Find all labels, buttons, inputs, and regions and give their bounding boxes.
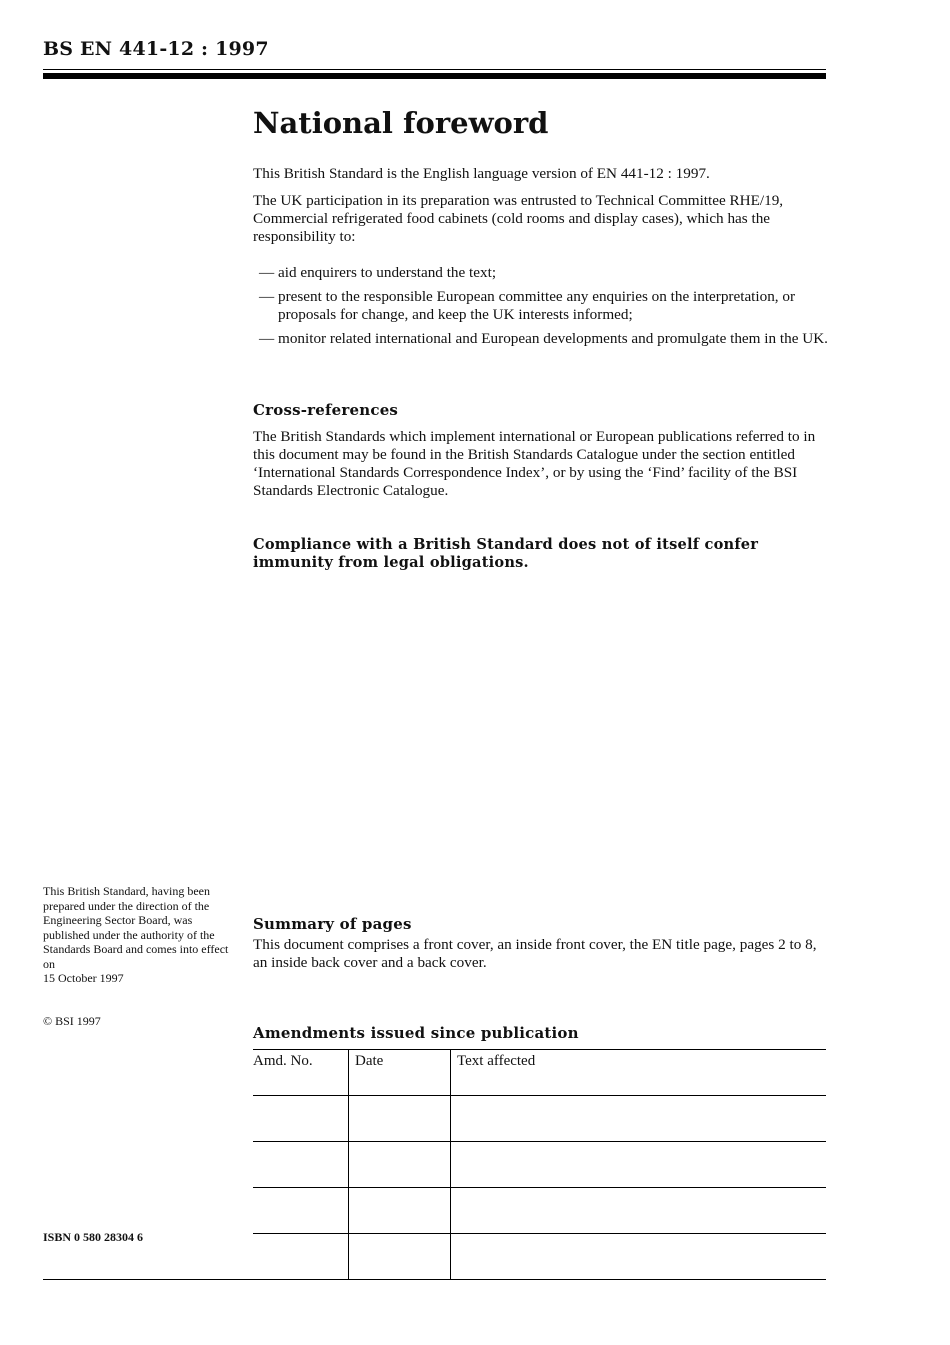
page-title: National foreword bbox=[253, 106, 549, 140]
footer-rule bbox=[43, 1279, 826, 1280]
dash-glyph: — bbox=[259, 330, 275, 347]
table-cell bbox=[451, 1234, 827, 1280]
column-header-text-affected: Text affected bbox=[451, 1050, 827, 1096]
dash-glyph: — bbox=[259, 288, 275, 305]
table-cell bbox=[349, 1142, 451, 1188]
cross-references-heading: Cross-references bbox=[253, 401, 399, 419]
document-code: BS EN 441-12 : 1997 bbox=[43, 38, 269, 60]
table-cell bbox=[451, 1142, 827, 1188]
cross-references-text: The British Standards which implement international or European publications referred to in this document may be found in the British Standards Catalogue under the section entitled ‘International Standards Correspondence Index’, or by using the ‘Find’ facility of the BSI Standards Electronic Catalogue. bbox=[253, 428, 816, 499]
table-row bbox=[253, 1188, 826, 1234]
responsibility-list bbox=[259, 264, 829, 354]
list-item: — monitor related international and European developments and promulgate them in the UK. bbox=[259, 330, 828, 347]
effective-date: 15 October 1997 bbox=[43, 971, 124, 985]
header-rule-thin bbox=[43, 69, 826, 70]
table-row bbox=[253, 1234, 826, 1280]
column-header-amd-no: Amd. No. bbox=[253, 1050, 349, 1096]
copyright: © BSI 1997 bbox=[43, 1014, 101, 1028]
intro-paragraph-1: This British Standard is the English language version of EN 441-12 : 1997. bbox=[253, 165, 710, 182]
header-rule-thick bbox=[43, 73, 826, 79]
list-item: — present to the responsible European committee any enquiries on the interpretation, or proposals for change, and keep the UK interests informed; bbox=[259, 288, 796, 323]
amendments-table bbox=[253, 1049, 826, 1280]
table-cell bbox=[253, 1096, 349, 1142]
publication-note: This British Standard, having been prepared under the direction of the Engineering Sector Board, was published under the authority of the Standards Board and comes into effect on 15 October 1997 bbox=[43, 884, 229, 985]
list-item: — aid enquirers to understand the text; bbox=[259, 264, 497, 281]
table-row bbox=[253, 1096, 826, 1142]
isbn: ISBN 0 580 28304 6 bbox=[43, 1230, 144, 1244]
intro-paragraph-2: The UK participation in its preparation was entrusted to Technical Committee RHE/19, Commercial refrigerated food cabinets (cold rooms and display cases), which has the responsibility to: bbox=[253, 192, 784, 245]
table-cell bbox=[451, 1188, 827, 1234]
column-header-date: Date bbox=[349, 1050, 451, 1096]
table-cell bbox=[349, 1234, 451, 1280]
dash-glyph: — bbox=[259, 264, 275, 281]
table-row bbox=[253, 1142, 826, 1188]
table-cell bbox=[253, 1188, 349, 1234]
table-cell bbox=[349, 1188, 451, 1234]
summary-text: This document comprises a front cover, an inside front cover, the EN title page, pages 2 to 8, an inside back cover and a back cover. bbox=[253, 936, 817, 971]
compliance-statement: Compliance with a British Standard does not of itself confer immunity from legal obligations. bbox=[253, 536, 759, 571]
amendments-heading: Amendments issued since publication bbox=[253, 1024, 579, 1042]
table-cell bbox=[253, 1142, 349, 1188]
table-cell bbox=[349, 1096, 451, 1142]
table-cell bbox=[451, 1096, 827, 1142]
table-header-row bbox=[253, 1050, 826, 1096]
summary-heading: Summary of pages bbox=[253, 915, 412, 933]
table-cell bbox=[253, 1234, 349, 1280]
